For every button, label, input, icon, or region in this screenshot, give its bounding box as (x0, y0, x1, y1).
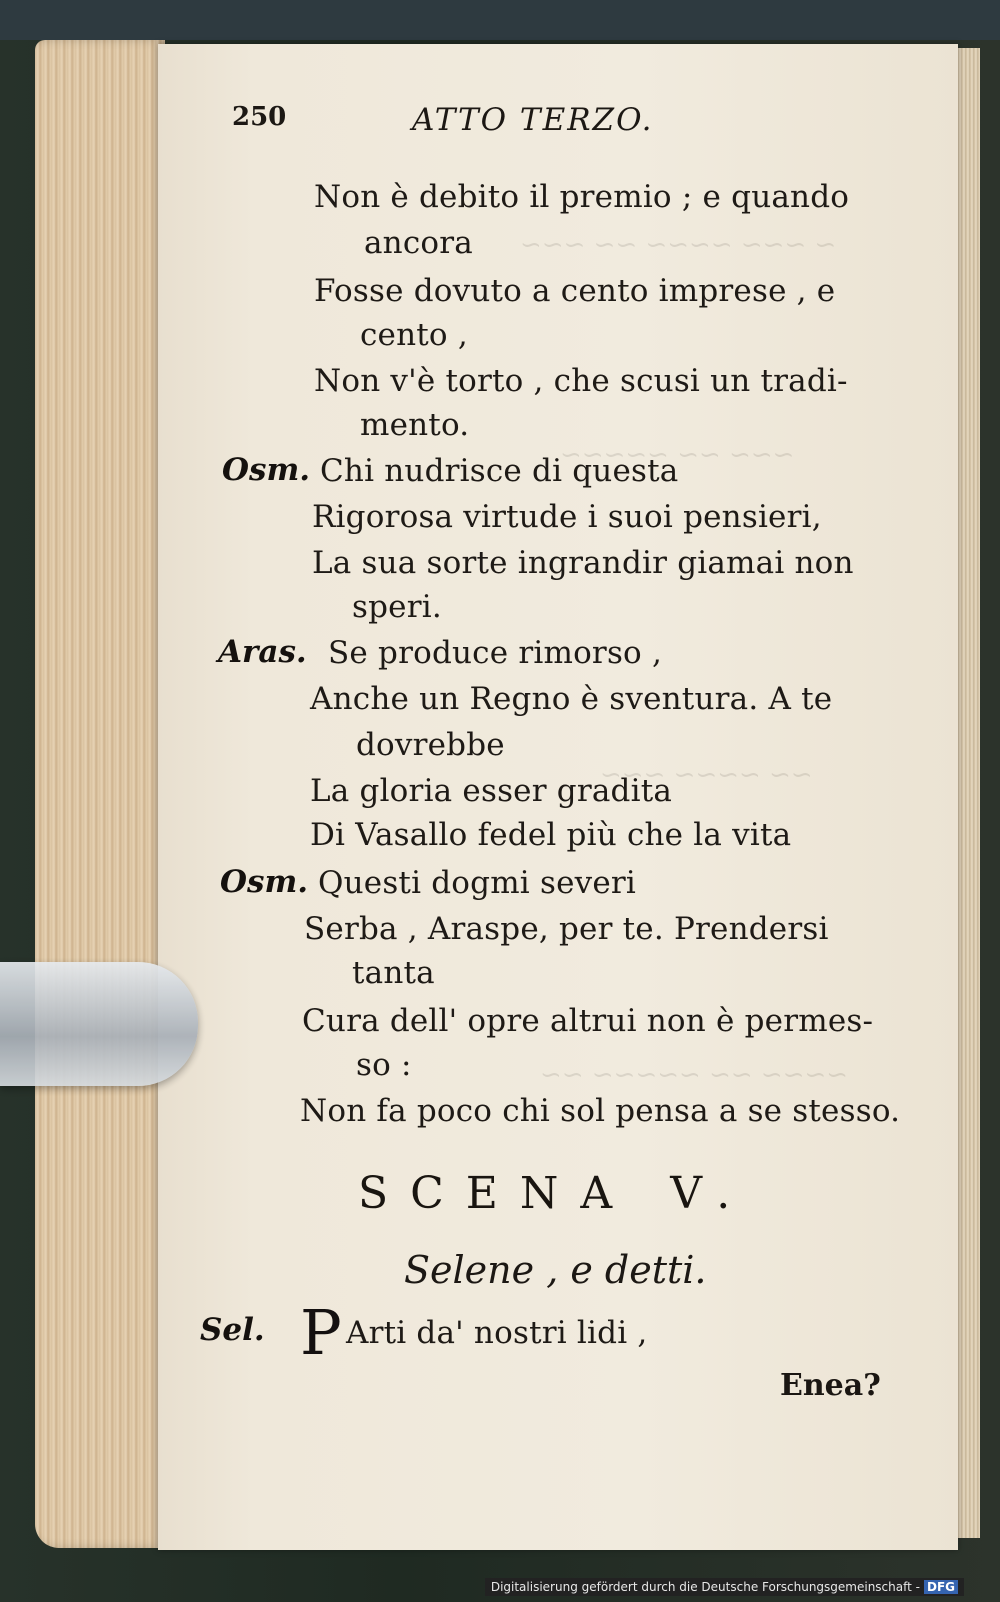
text-line-15: Di Vasallo fedel più che la vita (310, 817, 792, 853)
text-line-8: Rigorosa virtude i suoi pensieri, (312, 499, 822, 535)
speaker-osmida-1: Osm. (222, 452, 311, 488)
digitization-credit (485, 1578, 964, 1596)
text-line-11: Se produce rimorso , (328, 635, 663, 671)
catchword: Enea? (780, 1368, 881, 1403)
speaker-osmida-2: Osm. (220, 864, 309, 900)
text-line-4: cento , (360, 317, 468, 353)
text-line-18: tanta (352, 955, 435, 991)
text-line-2: ancora (364, 225, 473, 261)
speaker-selene: Sel. (200, 1312, 265, 1348)
digitization-credit-text: Digitalisierung gefördert durch die Deutsche Forschungsgemeinschaft - (490, 1580, 920, 1594)
text-line-17: Serba , Araspe, per te. Prendersi (304, 911, 829, 947)
text-line-5: Non v'è torto , che scusi un tradi- (314, 363, 848, 399)
text-line-21: Non fa poco chi sol pensa a se stesso. (300, 1093, 901, 1129)
book-page-edges (35, 40, 165, 1548)
book-right-edge (958, 48, 980, 1538)
text-line-3: Fosse dovuto a cento imprese , e (314, 273, 836, 309)
bleed-through-2: ~~~ ~~ ~~~~~ (560, 440, 795, 470)
scene-characters: Selene , e detti. (404, 1248, 707, 1292)
text-line-12: Anche un Regno è sventura. A te (310, 681, 833, 717)
text-line-6: mento. (360, 407, 470, 443)
text-line-13: dovrebbe (356, 727, 505, 763)
speaker-araspe: Aras. (218, 634, 307, 670)
drop-capital: P (300, 1296, 342, 1369)
dfg-logo: DFG (924, 1580, 958, 1594)
text-line-1: Non è debito il premio ; e quando (314, 179, 850, 215)
text-line-20: so : (356, 1047, 412, 1083)
running-head: ATTO TERZO. (412, 102, 654, 138)
text-line-7: Chi nudrisce di questa (320, 453, 679, 489)
bleed-through-4: ~~~~ ~~ ~~~~~ ~~ (540, 1060, 849, 1090)
text-line-9: La sua sorte ingrandir giamai non (312, 545, 854, 581)
text-line-10: speri. (352, 589, 442, 625)
bleed-through-1: ~ ~~~ ~~~~ ~~ ~~~ (520, 230, 837, 260)
page-number: 250 (232, 102, 287, 132)
bleed-through-3: ~~ ~~~~ ~~~ (600, 760, 813, 790)
scene-heading: SCENA V. (358, 1168, 753, 1219)
text-line-14: La gloria esser gradita (310, 773, 673, 809)
scene-first-line: Arti da' nostri lidi , (346, 1315, 648, 1351)
scan-background-top (0, 0, 1000, 40)
text-line-19: Cura dell' opre altrui non è permes- (302, 1003, 874, 1039)
page-holder-clip (0, 962, 198, 1086)
text-line-16: Questi dogmi severi (318, 865, 637, 901)
